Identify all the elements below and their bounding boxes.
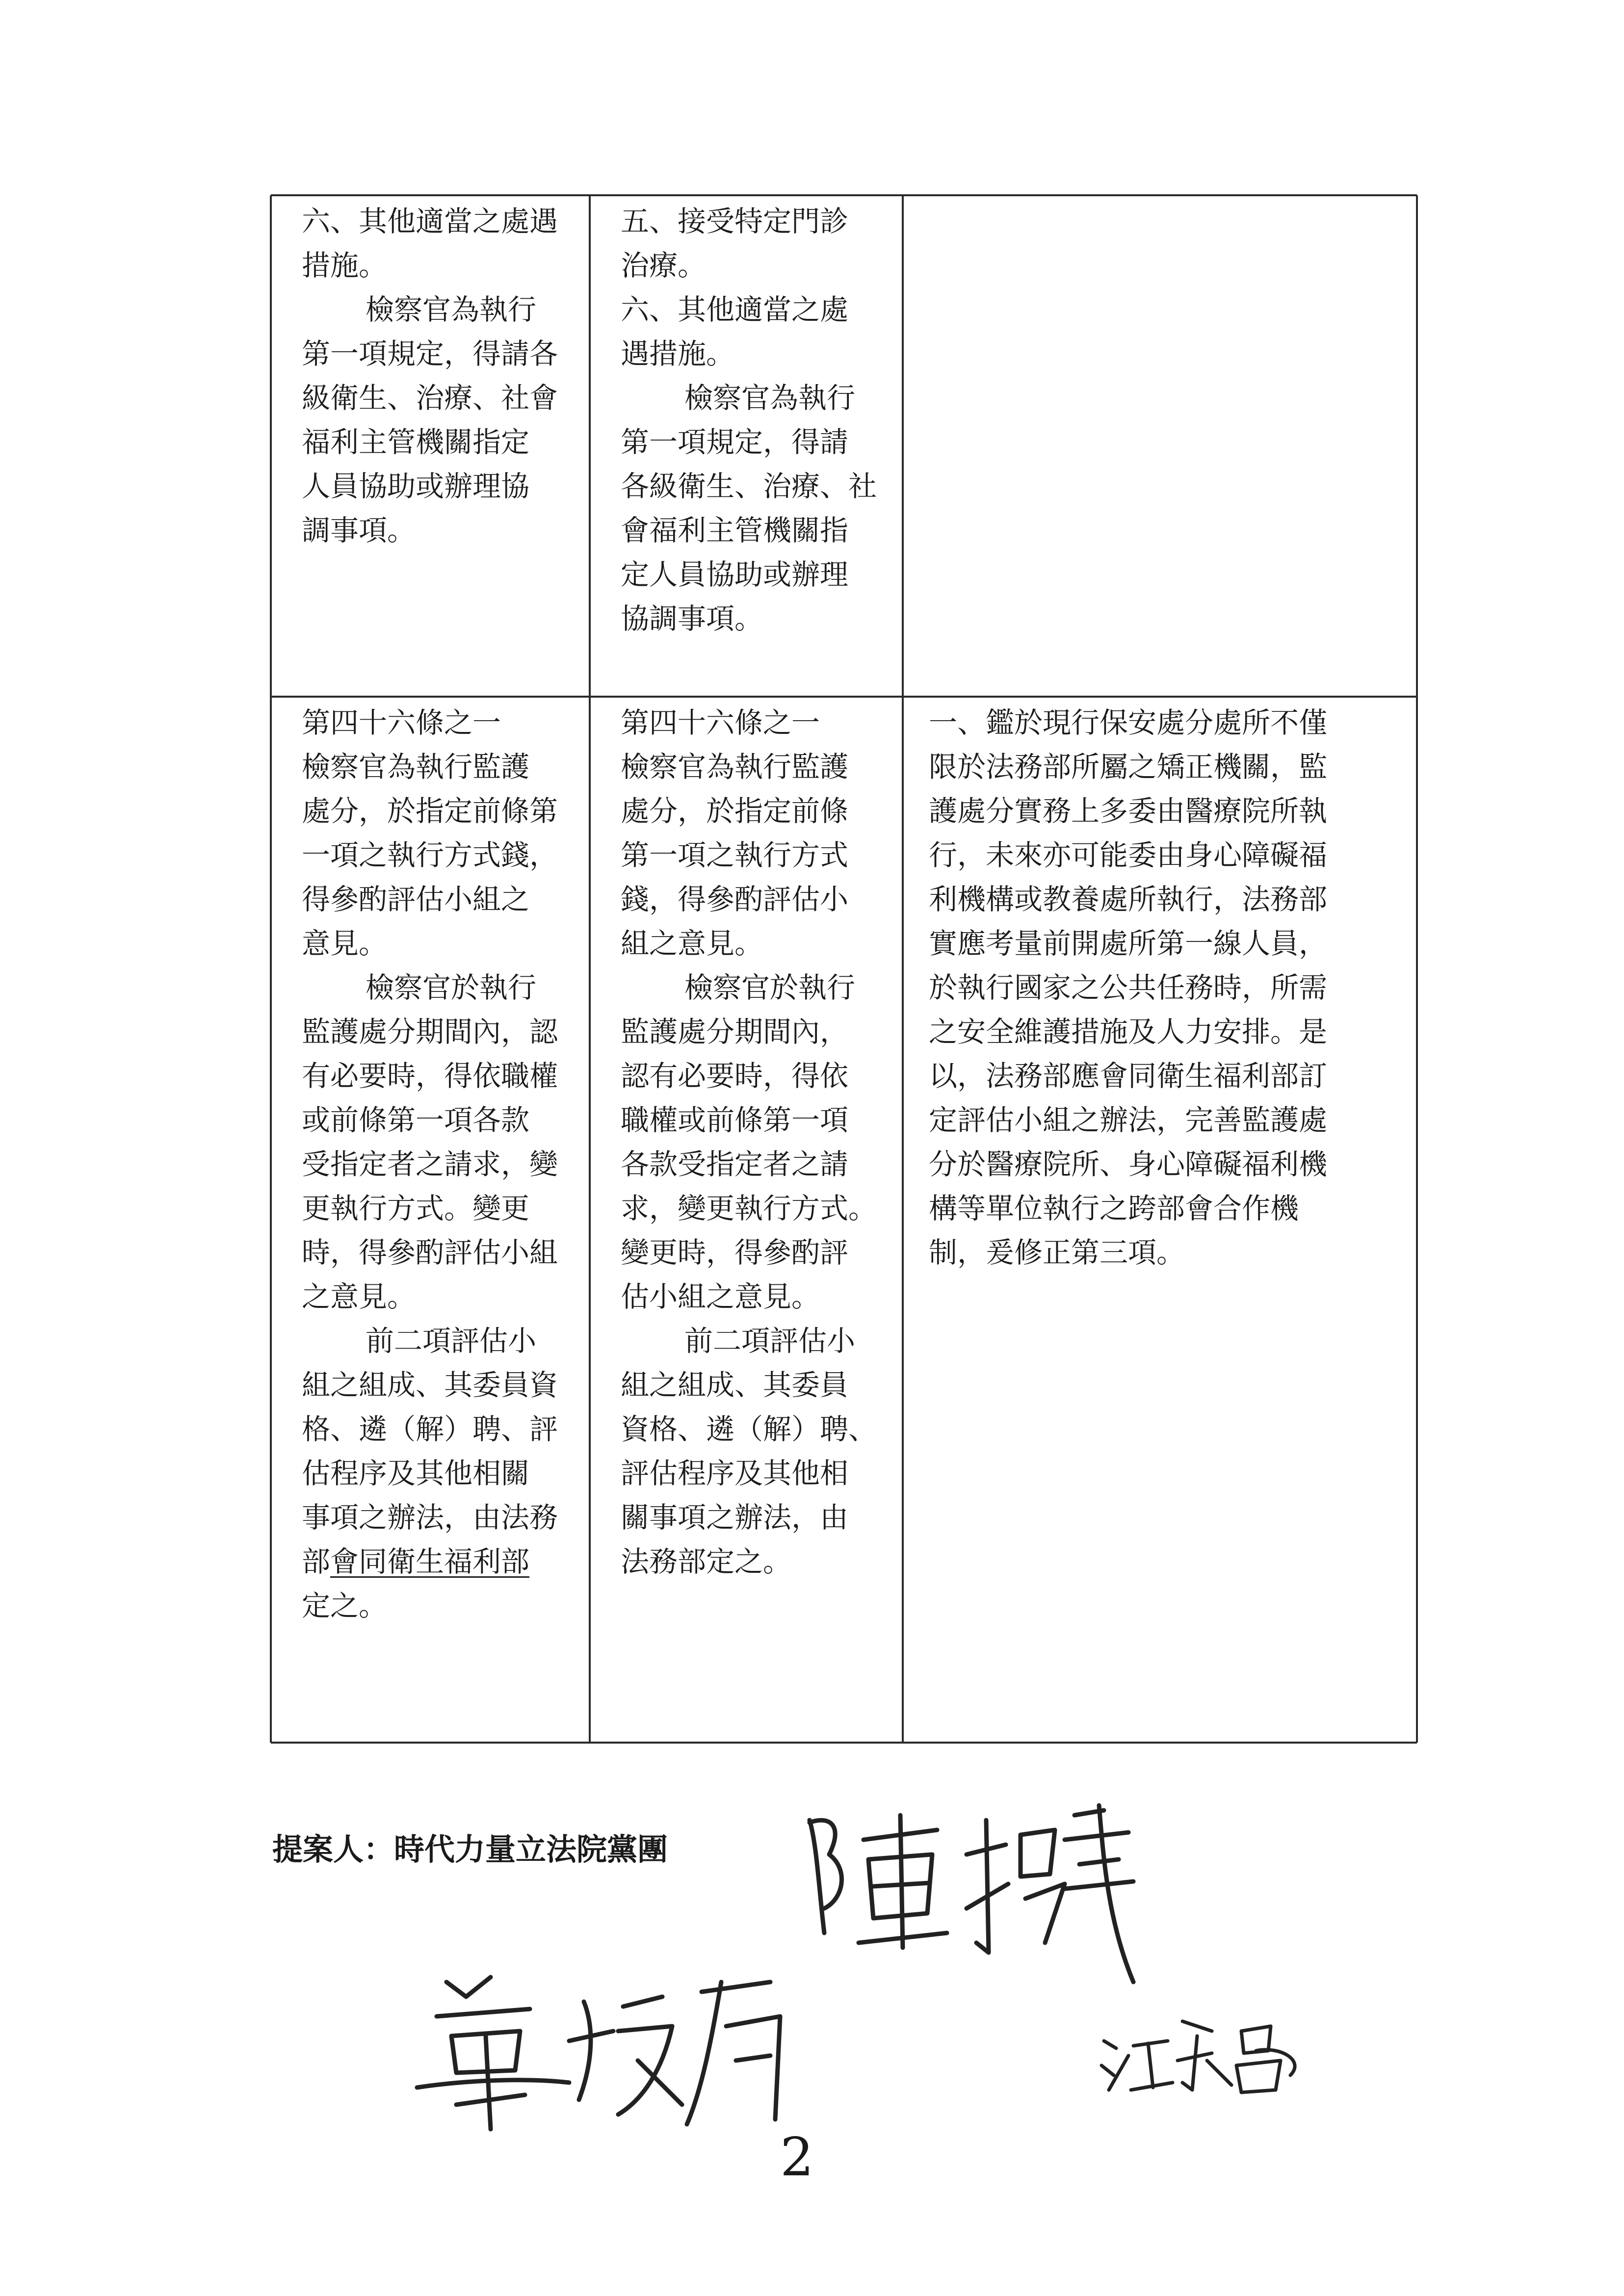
text-line: 之意見。 — [302, 1280, 416, 1313]
text-line: 檢察官為執行 — [684, 381, 856, 415]
text-line — [302, 1539, 579, 1584]
row1-current-text-cell — [272, 195, 586, 552]
page-number: 2 — [780, 2127, 814, 2188]
text-line: 五、接受特定門診 — [621, 205, 849, 238]
text-line: 評估程序及其他相 — [621, 1457, 849, 1490]
text-line: 格、遴（解）聘、評 — [302, 1412, 558, 1446]
text-line: 級衛生、治療、社會 — [302, 381, 558, 415]
text-line: 福利主管機關指定 — [302, 425, 530, 459]
underlined-amendment: 會同衛生福利部 — [330, 1545, 530, 1578]
text-line: 以，法務部應會同衛生福利部訂 — [929, 1059, 1328, 1093]
text-line: 第一項之執行方式 — [621, 838, 849, 872]
text-line: 限於法務部所屬之矯正機關，監 — [929, 750, 1328, 783]
text-line: 認有必要時，得依 — [621, 1059, 849, 1093]
text-line: 六、其他適當之處遇 — [302, 205, 558, 238]
text-line: 協調事項。 — [621, 602, 763, 635]
text-line: 求，變更執行方式。 — [621, 1192, 877, 1225]
article-heading: 第四十六條之一 — [621, 706, 820, 739]
proposer-line: 提案人：時代力量立法院黨團 — [272, 1831, 668, 1867]
text-line: 監護處分期間內， — [621, 1015, 849, 1048]
text-line: 前二項評估小 — [366, 1324, 537, 1357]
text-line: 檢察官於執行 — [366, 971, 537, 1004]
text-line: 檢察官為執行監護 — [621, 750, 849, 783]
text-line: 更執行方式。變更 — [302, 1192, 530, 1225]
text-line: 組之意見。 — [621, 927, 763, 960]
text-line: 六、其他適當之處 — [621, 293, 849, 326]
text-line: 一項之執行方式錢， — [302, 838, 558, 872]
text-line: 利機構或教養處所執行，法務部 — [929, 883, 1328, 916]
text-line: 行，未來亦可能委由身心障礙福 — [929, 838, 1328, 872]
row2-current-text-cell — [272, 697, 586, 1628]
text-line: 監護處分期間內，認 — [302, 1015, 558, 1048]
text-line: 估程序及其他相關 — [302, 1457, 530, 1490]
text-line: 各款受指定者之請 — [621, 1148, 849, 1181]
row2-amended-text-cell — [591, 697, 900, 1584]
text-line: 有必要時，得依職權 — [302, 1059, 558, 1093]
text-line: 職權或前條第一項 — [621, 1103, 849, 1137]
text-line: 於執行國家之公共任務時，所需 — [929, 971, 1328, 1004]
text-line: 或前條第一項各款 — [302, 1103, 530, 1137]
text-line: 護處分實務上多委由醫療院所執 — [929, 794, 1328, 828]
signature-2 — [407, 1962, 800, 2139]
text-line: 第一項規定，得請各 — [302, 337, 558, 370]
text-line: 一、鑑於現行保安處分處所不僅 — [929, 706, 1328, 739]
text-line: 治療。 — [621, 249, 707, 282]
text-line: 檢察官為執行 — [366, 293, 537, 326]
text-line: 定之。 — [302, 1589, 388, 1622]
text-line: 關事項之辦法，由 — [621, 1501, 849, 1534]
text-line: 檢察官於執行 — [684, 971, 856, 1004]
text-line: 遇措施。 — [621, 337, 735, 370]
text-line: 前二項評估小 — [684, 1324, 856, 1357]
text-line: 得參酌評估小組之 — [302, 883, 530, 916]
row2-explanation-cell — [904, 697, 1410, 1275]
text-line: 檢察官為執行監護 — [302, 750, 530, 783]
text-line: 組之組成、其委員資 — [302, 1368, 558, 1402]
text-line: 實應考量前開處所第一線人員， — [929, 927, 1328, 960]
signature-3 — [1094, 2002, 1320, 2100]
text-line: 定人員協助或辦理 — [621, 558, 849, 591]
text-line: 組之組成、其委員 — [621, 1368, 849, 1402]
text-segment: 部 — [302, 1545, 331, 1578]
text-line: 資格、遴（解）聘、 — [621, 1412, 877, 1446]
text-line: 第一項規定，得請 — [621, 425, 849, 459]
text-line: 人員協助或辦理協 — [302, 470, 530, 503]
article-heading: 第四十六條之一 — [302, 706, 501, 739]
signature-1 — [790, 1786, 1182, 1997]
text-line: 估小組之意見。 — [621, 1280, 820, 1313]
text-line: 處分，於指定前條第 — [302, 794, 558, 828]
text-line: 處分，於指定前條 — [621, 794, 849, 828]
text-line: 之安全維護措施及人力安排。是 — [929, 1015, 1328, 1048]
text-line: 意見。 — [302, 927, 388, 960]
text-line: 各級衛生、治療、社 — [621, 470, 877, 503]
text-line: 措施。 — [302, 249, 388, 282]
text-line: 構等單位執行之跨部會合作機 — [929, 1192, 1299, 1225]
text-line: 法務部定之。 — [621, 1545, 792, 1578]
text-line: 事項之辦法，由法務 — [302, 1501, 558, 1534]
text-line: 分於醫療院所、身心障礙福利機 — [929, 1148, 1328, 1181]
text-line: 受指定者之請求，變 — [302, 1148, 558, 1181]
text-line: 定評估小組之辦法，完善監護處 — [929, 1103, 1328, 1137]
text-line: 調事項。 — [302, 514, 416, 547]
text-line: 變更時，得參酌評 — [621, 1236, 849, 1269]
text-line: 制，爰修正第三項。 — [929, 1236, 1185, 1269]
text-line: 時，得參酌評估小組 — [302, 1236, 558, 1269]
row1-amended-text-cell — [591, 195, 900, 641]
text-line: 會福利主管機關指 — [621, 514, 849, 547]
text-line: 錢，得參酌評估小 — [621, 883, 849, 916]
